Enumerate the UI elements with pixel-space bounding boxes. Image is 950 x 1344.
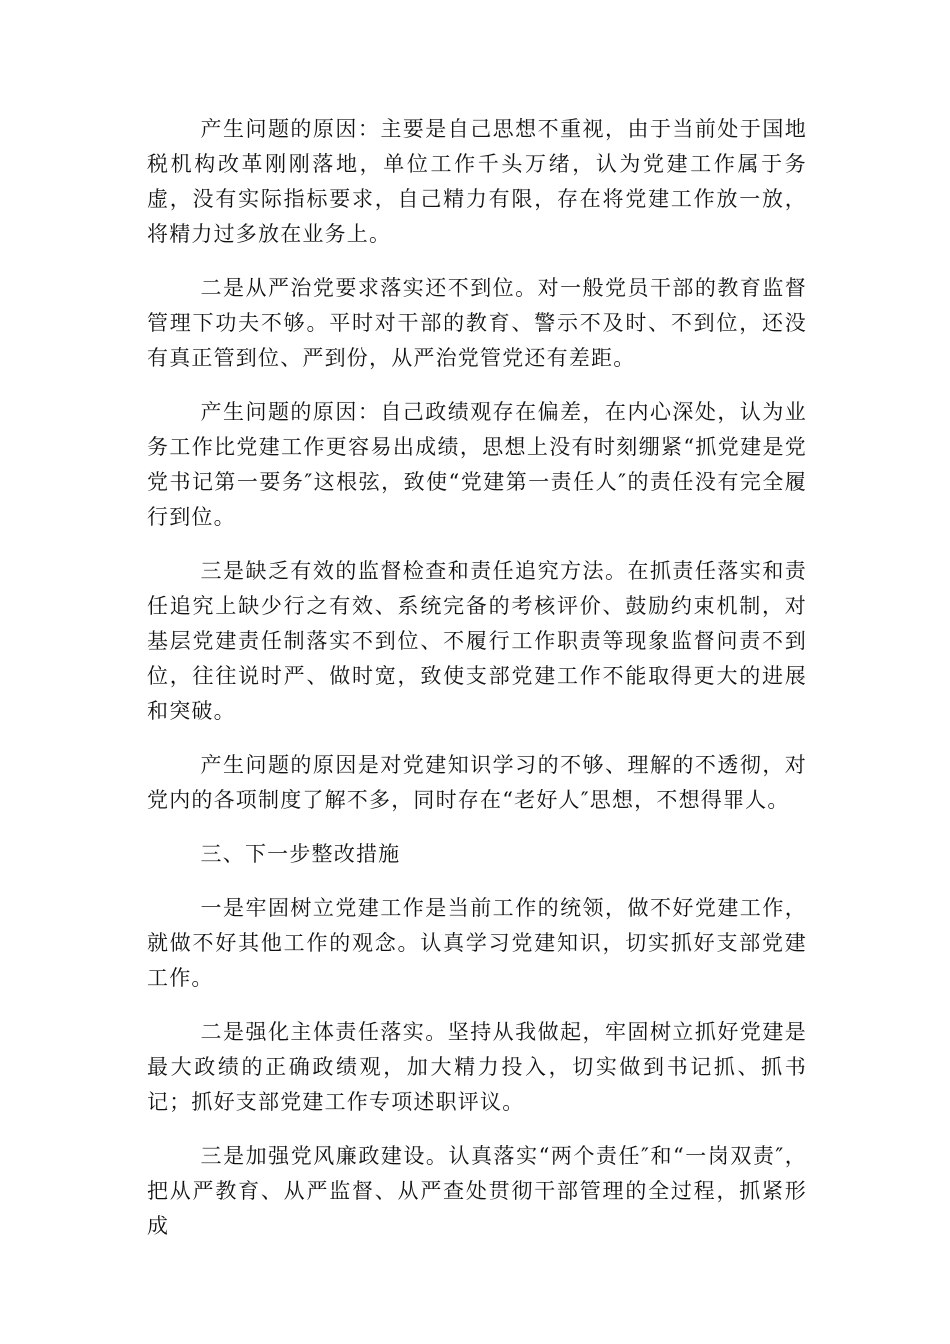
paragraph-cause-2: 产生问题的原因：自己政绩观存在偏差，在内心深处，认为业务工作比党建工作更容易出成绩，思想上没有时刻绷紧“抓党建是党党书记第一要务″这根弦，致使“党建第一责任人″的责任没有完全履行到位。 <box>147 400 807 529</box>
paragraph-measure-1: 一是牢固树立党建工作是当前工作的统领，做不好党建工作，就做不好其他工作的观念。认真学习党建知识，切实抓好支部党建工作。 <box>147 896 807 990</box>
paragraph-issue-3: 三是缺乏有效的监督检查和责任追究方法。在抓责任落实和责任追究上缺少行之有效、系统完备的考核评价、鼓励约束机制，对基层党建责任制落实不到位、不履行工作职责等现象监督问责不到位，往往说时严、做时宽，致使支部党建工作不能取得更大的进展和突破。 <box>147 559 807 723</box>
paragraph-cause-1: 产生问题的原因：主要是自己思想不重视，由于当前处于国地税机构改革刚刚落地，单位工作千头万绪，认为党建工作属于务虚，没有实际指标要求，自己精力有限，存在将党建工作放一放，将精力过多放在业务上。 <box>147 117 807 246</box>
paragraph-issue-2: 二是从严治党要求落实还不到位。对一般党员干部的教育监督管理下功夫不够。平时对干部的教育、警示不及时、不到位，还没有真正管到位、严到份，从严治党管党还有差距。 <box>147 276 807 370</box>
paragraph-measure-3: 三是加强党风廉政建设。认真落实“两个责任″和“一岗双责″，把从严教育、从严监督、从严查处贯彻干部管理的全过程，抓紧形成 <box>147 1144 807 1238</box>
paragraph-measure-2: 二是强化主体责任落实。坚持从我做起，牢固树立抓好党建是最大政绩的正确政绩观，加大精力投入，切实做到书记抓、抓书记；抓好支部党建工作专项述职评议。 <box>147 1020 807 1114</box>
section-heading-next-steps: 三、下一步整改措施 <box>200 842 401 866</box>
document-body <box>147 112 807 1263</box>
paragraph-cause-3: 产生问题的原因是对党建知识学习的不够、理解的不透彻，对党内的各项制度了解不多，同时存在“老好人″思想，不想得罪人。 <box>147 753 807 812</box>
